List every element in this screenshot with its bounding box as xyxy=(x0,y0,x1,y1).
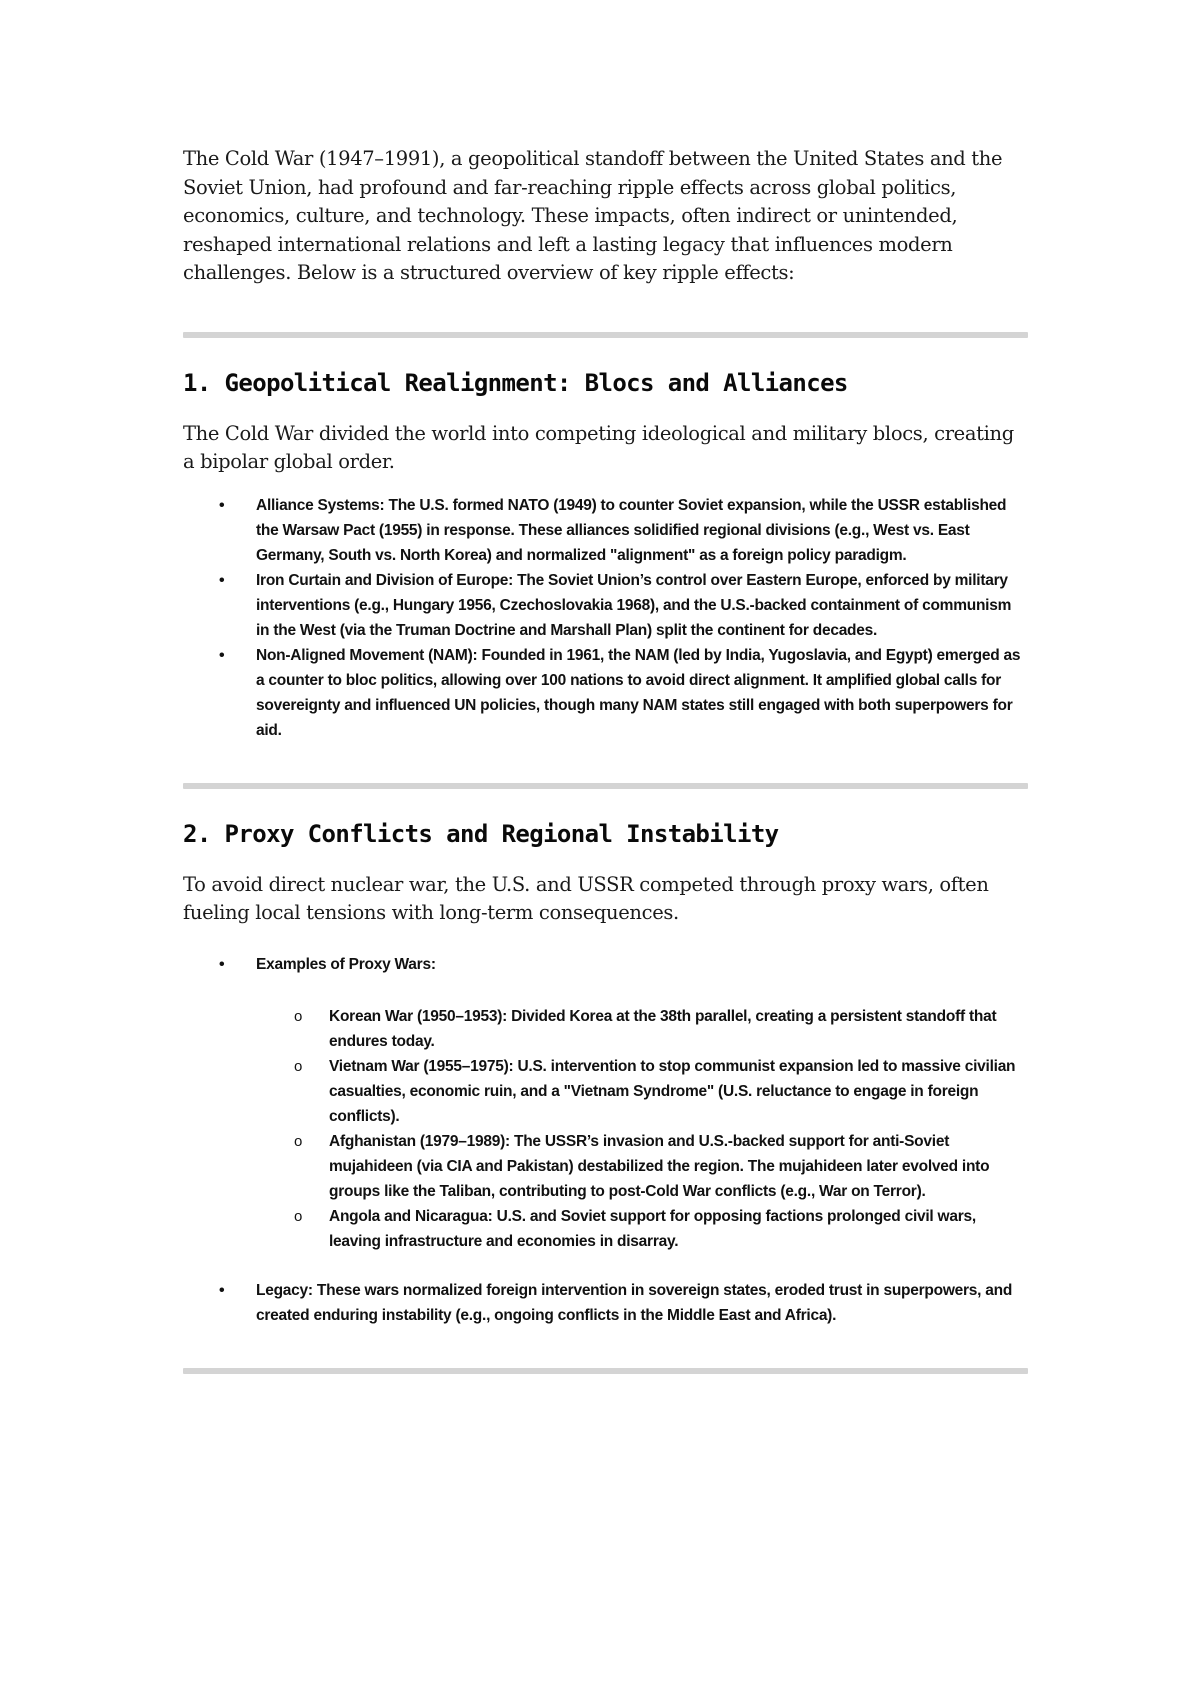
section1-bullet-list xyxy=(183,493,1028,743)
circle-bullet-icon: o xyxy=(294,1057,303,1075)
bullet-icon: • xyxy=(219,955,225,973)
section-divider xyxy=(183,1368,1028,1374)
sub-item-label: Vietnam War (1955–1975): xyxy=(329,1057,514,1075)
list-item xyxy=(183,493,1028,568)
bullet-text: Founded in 1961, the NAM (led by India, Yugoslavia, and Egypt) emerged as a counter to bloc politics, allowing over 100 nations to avoid direct alignment. It amplified global calls for sovereignty and influenced UN policies, though many NAM states still engaged with both superpowers for aid. xyxy=(256,646,1021,739)
sub-list-item xyxy=(183,1054,1028,1129)
intro-paragraph: The Cold War (1947–1991), a geopolitical standoff between the United States and the Soviet Union, had profound and far-reaching ripple effects across global politics, economics, culture, and technology. These impacts, often indirect or unintended, reshaped international relations and left a lasting legacy that influences modern challenges. Below is a structured overview of key ripple effects: xyxy=(183,147,1003,284)
sub-list-item xyxy=(183,1004,1028,1054)
circle-bullet-icon: o xyxy=(294,1132,303,1150)
bullet-label: Alliance Systems: xyxy=(256,496,385,514)
section2-legacy-list xyxy=(183,1278,1028,1328)
section1-lead: The Cold War divided the world into competing ideological and military blocs, creating a bipolar global order. xyxy=(183,421,1014,473)
list-item xyxy=(183,1278,1028,1328)
bullet-text: The U.S. formed NATO (1949) to counter Soviet expansion, while the USSR established the Warsaw Pact (1955) in response. These alliances solidified regional divisions (e.g., West vs. East Germany, South vs. North Korea) and normalized "alignment" as a foreign policy paradigm. xyxy=(256,496,1007,564)
proxy-wars-sublist xyxy=(183,1004,1028,1254)
section1-heading: 1. Geopolitical Realignment: Blocs and Alliances xyxy=(183,368,848,397)
sub-item-text: U.S. intervention to stop communist expansion led to massive civilian casualties, economic ruin, and a "Vietnam Syndrome" (U.S. reluctance to engage in foreign conflicts). xyxy=(329,1057,1016,1125)
sub-item-label: Korean War (1950–1953): xyxy=(329,1007,508,1025)
list-item xyxy=(183,643,1028,743)
bullet-text: These wars normalized foreign intervention in sovereign states, eroded trust in superpowers, and created enduring instability (e.g., ongoing conflicts in the Middle East and Africa). xyxy=(256,1281,1013,1324)
sub-item-text: The USSR’s invasion and U.S.-backed support for anti-Soviet mujahideen (via CIA and Pakistan) destabilized the region. The mujahideen later evolved into groups like the Taliban, contributing to post-Cold War conflicts (e.g., War on Terror). xyxy=(329,1132,990,1200)
bullet-icon: • xyxy=(219,1281,225,1299)
circle-bullet-icon: o xyxy=(294,1007,303,1025)
sub-list-item xyxy=(183,1204,1028,1254)
bullet-label: Non-Aligned Movement (NAM): xyxy=(256,646,478,664)
section2-bullet-list xyxy=(183,952,1028,977)
list-item xyxy=(183,952,1028,977)
circle-bullet-icon: o xyxy=(294,1207,303,1225)
bullet-text: The Soviet Union’s control over Eastern Europe, enforced by military interventions (e.g., Hungary 1956, Czechoslovakia 1968), and the U.S.-backed containment of communism in the West (via the Truman Doctrine and Marshall Plan) split the continent for decades. xyxy=(256,571,1012,639)
sub-list-item xyxy=(183,1129,1028,1204)
sub-item-text: U.S. and Soviet support for opposing factions prolonged civil wars, leaving infrastructure and economies in disarray. xyxy=(329,1207,976,1250)
section2-heading: 2. Proxy Conflicts and Regional Instability xyxy=(183,819,779,848)
bullet-icon: • xyxy=(219,646,225,664)
bullet-label: Examples of Proxy Wars: xyxy=(256,955,436,973)
list-item xyxy=(183,568,1028,643)
sub-item-label: Angola and Nicaragua: xyxy=(329,1207,493,1225)
section-divider xyxy=(183,332,1028,338)
document-body xyxy=(183,145,1028,1374)
bullet-icon: • xyxy=(219,496,225,514)
sub-item-text: Divided Korea at the 38th parallel, creating a persistent standoff that endures today. xyxy=(329,1007,997,1050)
bullet-label: Legacy: xyxy=(256,1281,313,1299)
section2-lead: To avoid direct nuclear war, the U.S. and USSR competed through proxy wars, often fueling local tensions with long-term consequences. xyxy=(183,872,989,924)
section-divider xyxy=(183,783,1028,789)
bullet-icon: • xyxy=(219,571,225,589)
bullet-label: Iron Curtain and Division of Europe: xyxy=(256,571,514,589)
sub-item-label: Afghanistan (1979–1989): xyxy=(329,1132,510,1150)
